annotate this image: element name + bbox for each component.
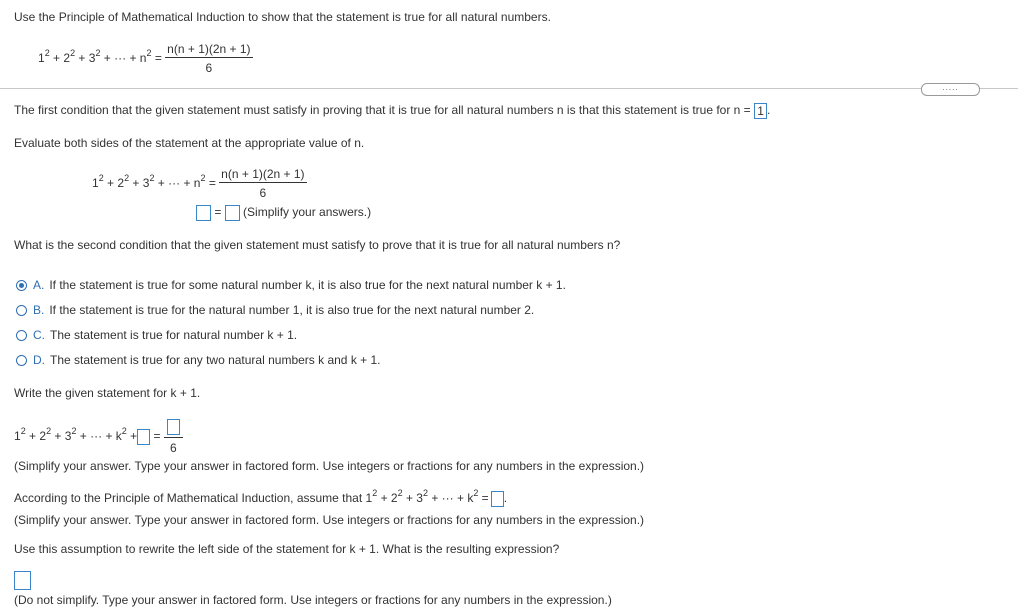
fraction-denominator: 6 (259, 186, 267, 200)
period: . (767, 103, 771, 118)
simplify-hint: (Simplify your answers.) (243, 205, 372, 220)
assumption-row: According to the Principle of Mathematical Induction, assume that $1^2 + 2^2 + 3^2$ + ··· + $k^2$ = . (14, 488, 508, 506)
more-button[interactable]: ..... (921, 83, 980, 96)
assumption-text: According to the Principle of Mathematical Induction, assume that (14, 491, 363, 506)
equals-sign: = (214, 205, 222, 220)
fraction-denominator: 6 (170, 441, 177, 455)
numerator-input[interactable] (167, 419, 180, 435)
fraction-numerator: n(n + 1)(2n + 1) (221, 167, 305, 181)
main-statement: $1^2 + 2^2 + 3^2$ + ··· + $n^2$ = $\frac{n(n + 1)(2n + 1)}{6}$ (38, 42, 251, 75)
k-plus-one-fraction (164, 419, 183, 455)
second-condition-question: What is the second condition that the given statement must satisfy to prove that it is true for all natural numbers n? (14, 238, 621, 252)
option-d[interactable] (16, 353, 381, 367)
evaluate-statement: $1^2 + 2^2 + 3^2$ + ··· + $n^2$ = $\frac{n(n + 1)(2n + 1)}{6}$ (92, 167, 305, 200)
radio-option-b[interactable] (16, 305, 27, 316)
write-statement-text: Write the given statement for k + 1. (14, 386, 201, 400)
option-c[interactable] (16, 328, 297, 342)
fraction-numerator: n(n + 1)(2n + 1) (167, 42, 251, 56)
option-letter: D. (33, 353, 45, 367)
section-divider (0, 88, 1018, 89)
radio-option-a[interactable] (16, 280, 27, 291)
fraction-denominator: 6 (205, 61, 213, 75)
rewrite-answer-input[interactable] (14, 571, 31, 590)
option-text: If the statement is true for some natural number k, it is also true for the next natural number k + 1. (49, 278, 566, 292)
option-text: The statement is true for natural number k + 1. (50, 328, 298, 342)
factored-form-hint: (Simplify your answer. Type your answer in factored form. Use integers or fractions for any numbers in the expression.) (14, 513, 645, 527)
radio-option-c[interactable] (16, 330, 27, 341)
option-text: The statement is true for any two natural numbers k and k + 1. (50, 353, 381, 367)
k-plus-one-statement: $1^2 + 2^2 + 3^2$ + ··· + $k^2$ + = 6 (14, 419, 183, 455)
assumption-input[interactable] (491, 491, 504, 507)
do-not-simplify-hint: (Do not simplify. Type your answer in factored form. Use integers or fractions for any numbers in the expression.) (14, 593, 612, 607)
rhs-value-input[interactable] (225, 205, 240, 221)
instruction-text: Use the Principle of Mathematical Induction to show that the statement is true for all natural numbers. (14, 10, 551, 24)
rewrite-question: Use this assumption to rewrite the left side of the statement for k + 1. What is the resulting expression? (14, 542, 560, 556)
main-statement-fraction (165, 42, 252, 75)
question-base-case (14, 103, 770, 119)
base-case-answer-input[interactable]: 1 (754, 103, 767, 119)
question-base-case-text: The first condition that the given statement must satisfy in proving that it is true for all natural numbers n is that this statement is true for n = (14, 103, 751, 118)
option-text: If the statement is true for the natural number 1, it is also true for the next natural number 2. (49, 303, 535, 317)
factored-form-hint: (Simplify your answer. Type your answer in factored form. Use integers or fractions for any numbers in the expression.) (14, 459, 645, 473)
next-term-input[interactable] (137, 429, 150, 445)
option-letter: A. (33, 278, 45, 292)
radio-option-d[interactable] (16, 355, 27, 366)
option-letter: C. (33, 328, 45, 342)
option-a[interactable] (16, 278, 566, 292)
evaluate-text: Evaluate both sides of the statement at the appropriate value of n. (14, 136, 365, 150)
option-letter: B. (33, 303, 45, 317)
lhs-value-input[interactable] (196, 205, 211, 221)
option-b[interactable] (16, 303, 534, 317)
evaluate-answer-row (196, 205, 371, 221)
evaluate-statement-fraction (219, 167, 306, 200)
